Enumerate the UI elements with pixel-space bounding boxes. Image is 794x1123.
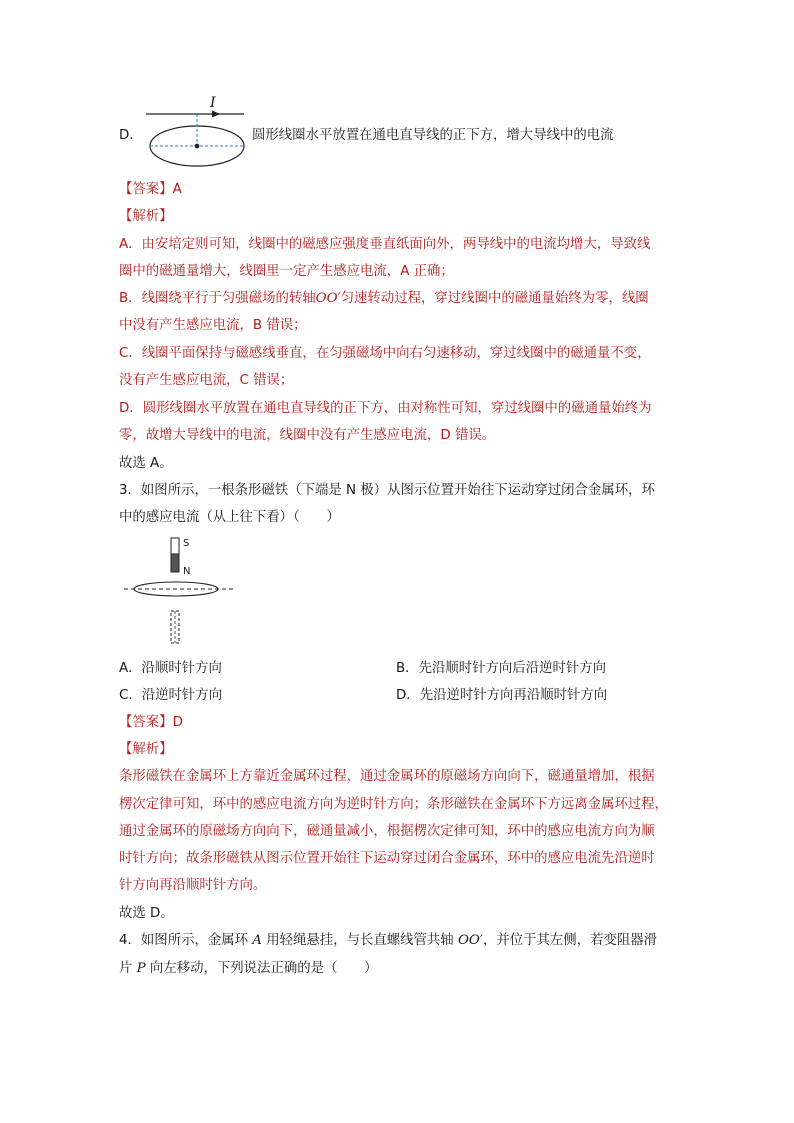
q3-analysis-line: 条形磁铁在金属环上方靠近金属环过程，通过金属环的原磁场方向向下，磁通量增加，根据 xyxy=(119,769,655,784)
q3-analysis-label: 【解析】 xyxy=(119,742,173,757)
q3-conclusion: 故选 D。 xyxy=(119,906,174,921)
q3-analysis-line: 通过金属环的原磁场方向向下，磁通量减小，根据楞次定律可知，环中的感应电流方向为顺 xyxy=(119,824,655,839)
q3-option-c: C．沿逆时针方向 xyxy=(119,688,223,703)
current-label: I xyxy=(210,95,216,111)
axis-label: OO′ xyxy=(315,291,341,306)
magnet-pole-s: S xyxy=(183,538,190,549)
q2-analysis-line: A．由安培定则可知，线圈中的磁感应强度垂直纸面向外，两导线中的电流均增大，导致线 xyxy=(119,237,651,252)
q4-stem-line xyxy=(119,932,679,950)
q2-analysis-line: C．线圈平面保持与磁感线垂直，在匀强磁场中向右匀速移动，穿过线圈中的磁通量不变， xyxy=(119,346,651,361)
axis-var: OO′ xyxy=(457,933,483,948)
q3-analysis-line: 时针方向；故条形磁铁从图示位置开始往下运动穿过闭合金属环，环中的感应电流先沿逆时 xyxy=(119,851,655,866)
q3-analysis-line: 针方向再沿顺时针方向。 xyxy=(119,878,267,893)
answer-label: 【答案】 xyxy=(119,182,173,197)
q3-analysis-line: 楞次定律可知，环中的感应电流方向为逆时针方向；条形磁铁在金属环下方远离金属环过程， xyxy=(119,797,669,812)
q3-option-d: D．先沿逆时针方向再沿顺时针方向 xyxy=(396,688,608,703)
q4-text: 用轻绳悬挂，与长直螺线管共轴 xyxy=(261,933,458,948)
answer-value: D xyxy=(172,715,183,730)
option-d-text: 圆形线圈水平放置在通电直导线的正下方，增大导线中的电流 xyxy=(252,128,614,143)
q3-stem-line: 中的感应电流（从上往下看）（ ） xyxy=(119,510,340,525)
q2-conclusion: 故选 A。 xyxy=(119,456,173,471)
q4-text: 向左移动，下列说法正确的是（ ） xyxy=(145,961,378,976)
q2-analysis-line: 圈中的磁通量增大，线圈里一定产生感应电流，A 正确； xyxy=(119,264,454,279)
magnet-ring-figure xyxy=(120,535,240,650)
q4-text: 4．如图所示，金属环 xyxy=(119,933,253,948)
q2-analysis-line: 中没有产生感应电流，B 错误； xyxy=(119,318,307,333)
q4-text: 片 xyxy=(119,961,137,976)
q3-option-a: A．沿顺时针方向 xyxy=(119,661,222,676)
answer-label: 【答案】 xyxy=(119,715,173,730)
q2-b-text-cont: 匀速转动过程，穿过线圈中的磁通量始终为零，线圈 xyxy=(340,291,649,306)
q3-option-b: B．先沿顺时针方向后沿逆时针方向 xyxy=(396,661,607,676)
answer-value: A xyxy=(172,182,182,197)
q2-answer xyxy=(119,181,679,199)
q4-text: ，并位于其左侧，若变阻器滑 xyxy=(482,933,658,948)
q4-stem-line xyxy=(119,960,679,978)
q2-analysis-line: D．圆形线圈水平放置在通电直导线的正下方，由对称性可知，穿过线圈中的磁通量始终为 xyxy=(119,401,652,416)
q3-stem-line: 3．如图所示，一根条形磁铁（下端是 N 极）从图示位置开始往下运动穿过闭合金属环，环 xyxy=(119,483,655,498)
q2-analysis-line: 没有产生感应电流，C 错误； xyxy=(119,373,294,388)
option-d-letter: D． xyxy=(119,128,143,143)
q2-analysis-line: 零，故增大导线中的电流，线圈中没有产生感应电流，D 错误。 xyxy=(119,428,496,443)
q2-analysis-label: 【解析】 xyxy=(119,209,173,224)
q2-b-text: B．线圈绕平行于匀强磁场的转轴 xyxy=(119,291,316,306)
wire-loop-figure xyxy=(140,94,250,174)
ring-var: A xyxy=(252,933,262,948)
slider-var: P xyxy=(136,961,146,976)
q2-analysis-line-b xyxy=(119,290,679,308)
magnet-pole-n: N xyxy=(183,566,191,577)
q3-answer xyxy=(119,714,679,732)
